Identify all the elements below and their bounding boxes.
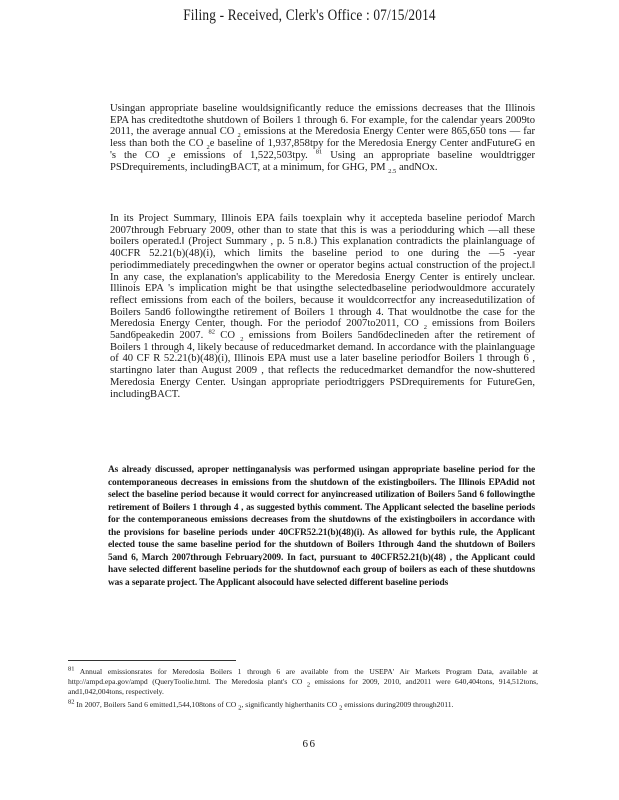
paragraph-baseline-emissions: Usingan appropriate baseline wouldsignificantly reduce the emissions decreases that the Illinois EPA has creditedtothe shutdown of Boilers 1 through 6. For example, for the calendar years 2009to 2011, the average annual CO $_2$ emissions at the Meredosia Energy Center were 865,650 tons — far less than both the CO $_2$e baseline of 1,937,858tpy for the Meredosia Energy Center andFutureG en 's the CO $_2$e emissions of 1,522,503tpy. $^{81}$ Using an appropriate baseline wouldtrigger PSDrequirements, includingBACT, at a minimum, for GHG, PM $_{2.5}$ andNOx. [110,103,536,175]
paragraph-project-summary: In its Project Summary, Illinois EPA fails toexplain why it accepteda baseline periodof March 2007through February 2009, other than to state that this is was a periodduring which —all these boilers operated.‖ (Project Summary , p. 5 n.8.) This explanation contradicts the plainlanguage of 40CFR 52.21(b)(48)(i), which limits the baseline period to one during the ―5 -year periodimmediately precedingwhen the owner or operator begins actual construction of the project.‖ In any case, the explanation's applicability to the Meredosia Energy Center is entirely unclear. Illinois EPA 's implication might be that usingthe selectedbaseline periodwouldmore accurately reflect emissions from each of the boilers, because it wouldcorrectfor any increasedutilization of Boilers 5and6 followingthe retirement of Boilers 1 through 4. That wouldnotbe the case for the Meredosia Energy Center, though. For the periodof 2007to2011, CO $_2$ emissions from Boilers 5and6peakedin 2007. $^{82}$ CO $_2$ emissions from Boilers 5and6declineden after the retirement of Boilers 1 through 4, likely because of reducedmarket demand. In accordance with the plainlanguage of 40 CF R 52.21(b)(48)(i), Illinois EPA must use a later baseline periodfor Boilers 1 through 6 , startingno later than August 2009 , that reflects the reducedmarket demandfor the now-shuttered Meredosia Energy Center. Usingan appropriate periodtriggers PSDrequirements for FutureGen, includingBACT. [110,213,535,400]
filing-header: Filing - Received, Clerk's Office : 07/15/2014 [183,7,436,24]
footnote-ref-81[interactable]: 81 [315,148,323,156]
footnote-divider [68,660,236,661]
footnote-81: $^{81}$ Annual emissionsrates for Meredosia Boilers 1 through 6 are available from the USEPA' Air Markets Program Data, available at http://ampd.epa.gov/ampd (QueryToolie.html. The Meredosia plant's CO $_2$ emissions for 2009, 2010, and2011 were 640,404tons, 914,512tons, and1,042,004tons, respectively. [68,665,539,696]
paragraph-response: As already discussed, aproper nettinganalysis was performed usingan appropriate baseline period for the contemporaneous decreases in emissions from the shutdown of the existingboilers. The Illinois EPAdid not select the baseline period because it would correct for anyincreased utilization of Boilers 5and 6 followingthe retirement of Boilers 1 through 4 , as suggested bythis comment. The Applicant selected the baseline periods for the contemporaneous emissions decreases from the shutdowns of the existingboilers in accordance with the provisions for baseline periods under 40CFR52.21(b)(48)(i). As allowed for bythis rule, the Applicant elected touse the same baseline period for the shutdown of Boilers 1through 4and the shutdown of Boilers 5and 6, March 2007through February2009. In fact, pursuant to 40CFR52.21(b)(48) , the Applicant could have selected different baseline periods for the shutdownof each group of boilers as each of these shutdowns was a separate project. The Applicant alsocould have selected different baseline periods [108,465,535,588]
footnote-ref-82[interactable]: 82 [208,328,215,336]
page-number: 66 [302,738,317,750]
footnote-82: $^{82}$ In 2007, Boilers 5and 6 emitted1,544,108tons of CO $_2$, significantly higherthanits CO $_2$ emissions during2009 through2011. [68,698,454,712]
